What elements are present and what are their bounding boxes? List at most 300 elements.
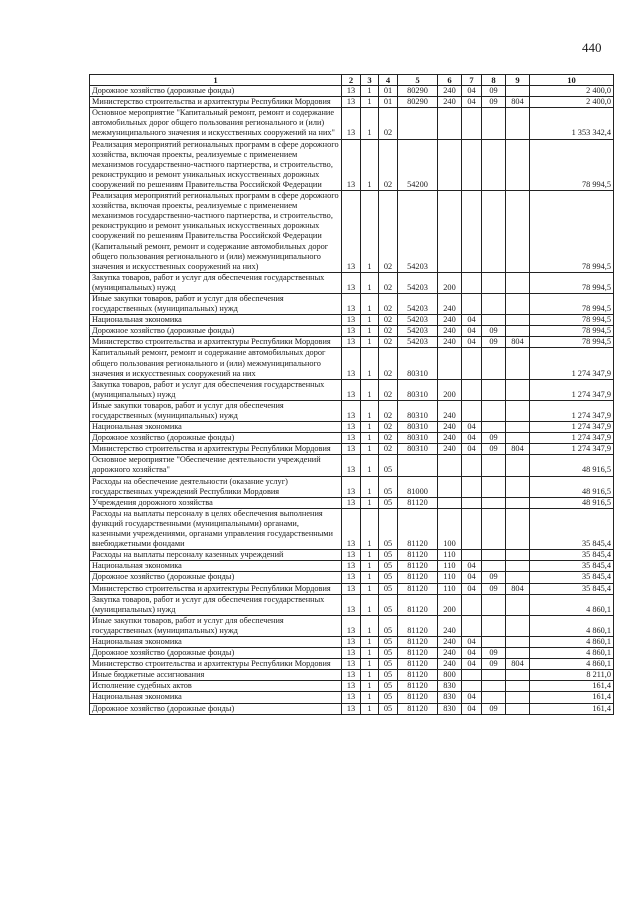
- cell-section: [462, 272, 482, 293]
- table-row: [90, 400, 614, 421]
- cell-direction: 81120: [398, 572, 438, 583]
- header-cell-subsection: 8: [482, 75, 506, 86]
- cell-name: Национальная экономика: [90, 422, 342, 433]
- cell-amount: 78 994,5: [530, 326, 614, 337]
- cell-name: Национальная экономика: [90, 561, 342, 572]
- table-row: [90, 379, 614, 400]
- cell-expense-type: 240: [438, 97, 462, 108]
- cell-name: Министерство строительства и архитектуры Республики Мордовия: [90, 444, 342, 455]
- cell-main-event: 02: [379, 326, 398, 337]
- cell-name: Национальная экономика: [90, 636, 342, 647]
- cell-expense-type: 100: [438, 508, 462, 549]
- cell-name: Министерство строительства и архитектуры Республики Мордовия: [90, 583, 342, 594]
- cell-subsection: [482, 636, 506, 647]
- cell-ministry: [506, 422, 530, 433]
- header-cell-subprogram: 3: [361, 75, 379, 86]
- cell-name: Закупка товаров, работ и услуг для обеспечения государственных (муниципальных) нужд: [90, 272, 342, 293]
- cell-name: Дорожное хозяйство (дорожные фонды): [90, 648, 342, 659]
- cell-ministry: [506, 379, 530, 400]
- cell-subsection: [482, 670, 506, 681]
- table-row: [90, 648, 614, 659]
- cell-section: [462, 508, 482, 549]
- cell-ministry: [506, 508, 530, 549]
- cell-subprogram: 1: [361, 615, 379, 636]
- cell-program: 13: [342, 550, 361, 561]
- cell-section: [462, 615, 482, 636]
- cell-amount: 4 860,1: [530, 594, 614, 615]
- cell-subsection: 09: [482, 659, 506, 670]
- cell-section: [462, 497, 482, 508]
- cell-section: [462, 191, 482, 273]
- cell-subsection: [482, 561, 506, 572]
- cell-program: 13: [342, 444, 361, 455]
- cell-expense-type: [438, 348, 462, 379]
- cell-subsection: [482, 550, 506, 561]
- cell-amount: 48 916,5: [530, 455, 614, 476]
- cell-amount: 48 916,5: [530, 497, 614, 508]
- cell-ministry: [506, 681, 530, 692]
- cell-amount: 4 860,1: [530, 659, 614, 670]
- cell-expense-type: 200: [438, 379, 462, 400]
- cell-section: 04: [462, 561, 482, 572]
- cell-ministry: [506, 476, 530, 497]
- cell-ministry: 804: [506, 337, 530, 348]
- cell-section: 04: [462, 636, 482, 647]
- cell-program: 13: [342, 681, 361, 692]
- header-cell-direction: 5: [398, 75, 438, 86]
- cell-ministry: 804: [506, 444, 530, 455]
- cell-expense-type: 830: [438, 703, 462, 714]
- cell-section: 04: [462, 422, 482, 433]
- cell-name: Реализация мероприятий региональных программ в сфере дорожного хозяйства, включая проекты, реализуемые с применением механизмов государственно-частного партнерства, и строительство, реконструкцию и ремонт уникальных искусственных дорожных сооружений по решениям Правительства Российской Федерации (Капитальный ремонт, ремонт и содержание автомобильных дорог общего пользования регионального и (или) межмуниципального значения и искусственных сооружений на них): [90, 191, 342, 273]
- cell-main-event: 05: [379, 476, 398, 497]
- cell-ministry: [506, 108, 530, 139]
- cell-subprogram: 1: [361, 326, 379, 337]
- cell-direction: 81000: [398, 476, 438, 497]
- header-cell-ministry: 9: [506, 75, 530, 86]
- cell-direction: 80310: [398, 348, 438, 379]
- cell-ministry: [506, 497, 530, 508]
- table-row: [90, 476, 614, 497]
- cell-main-event: 02: [379, 139, 398, 190]
- cell-section: 04: [462, 315, 482, 326]
- cell-ministry: [506, 433, 530, 444]
- cell-subsection: [482, 108, 506, 139]
- cell-subsection: [482, 615, 506, 636]
- cell-section: 04: [462, 648, 482, 659]
- cell-program: 13: [342, 348, 361, 379]
- cell-ministry: [506, 191, 530, 273]
- cell-expense-type: 240: [438, 326, 462, 337]
- cell-amount: 48 916,5: [530, 476, 614, 497]
- cell-amount: 35 845,4: [530, 508, 614, 549]
- cell-ministry: [506, 326, 530, 337]
- cell-subsection: [482, 508, 506, 549]
- cell-subsection: 09: [482, 444, 506, 455]
- table-row: [90, 293, 614, 314]
- cell-amount: 2 400,0: [530, 97, 614, 108]
- cell-section: [462, 379, 482, 400]
- cell-subsection: [482, 293, 506, 314]
- table-row: [90, 508, 614, 549]
- table-row: [90, 692, 614, 703]
- table-row: [90, 550, 614, 561]
- cell-expense-type: 240: [438, 293, 462, 314]
- cell-section: 04: [462, 692, 482, 703]
- cell-direction: [398, 108, 438, 139]
- cell-program: 13: [342, 326, 361, 337]
- cell-section: 04: [462, 572, 482, 583]
- cell-ministry: [506, 400, 530, 421]
- table-row: [90, 670, 614, 681]
- cell-amount: 4 860,1: [530, 636, 614, 647]
- cell-program: 13: [342, 97, 361, 108]
- cell-ministry: [506, 648, 530, 659]
- cell-name: Основное мероприятие "Обеспечение деятельности учреждений дорожного хозяйства": [90, 455, 342, 476]
- cell-main-event: 05: [379, 659, 398, 670]
- cell-subprogram: 1: [361, 348, 379, 379]
- cell-section: 04: [462, 703, 482, 714]
- table-row: [90, 583, 614, 594]
- cell-expense-type: 830: [438, 692, 462, 703]
- cell-name: Министерство строительства и архитектуры Республики Мордовия: [90, 659, 342, 670]
- table-row: [90, 681, 614, 692]
- cell-ministry: [506, 139, 530, 190]
- cell-ministry: [506, 293, 530, 314]
- table-row: [90, 86, 614, 97]
- cell-main-event: 05: [379, 703, 398, 714]
- cell-program: 13: [342, 293, 361, 314]
- cell-name: Дорожное хозяйство (дорожные фонды): [90, 86, 342, 97]
- cell-section: [462, 670, 482, 681]
- cell-expense-type: 110: [438, 572, 462, 583]
- cell-name: Дорожное хозяйство (дорожные фонды): [90, 326, 342, 337]
- cell-subprogram: 1: [361, 583, 379, 594]
- table-row: [90, 433, 614, 444]
- cell-name: Реализация мероприятий региональных программ в сфере дорожного хозяйства, включая проекты, реализуемые с применением механизмов государственно-частного партнерства, и строительство, реконструкцию и ремонт уникальных искусственных дорожных сооружений по решениям Правительства Российской Федерации: [90, 139, 342, 190]
- cell-expense-type: [438, 497, 462, 508]
- cell-expense-type: 200: [438, 594, 462, 615]
- cell-expense-type: [438, 476, 462, 497]
- cell-direction: 80290: [398, 97, 438, 108]
- cell-program: 13: [342, 561, 361, 572]
- cell-program: 13: [342, 191, 361, 273]
- cell-program: 13: [342, 400, 361, 421]
- cell-main-event: 02: [379, 293, 398, 314]
- cell-main-event: 02: [379, 422, 398, 433]
- table-row: [90, 422, 614, 433]
- cell-expense-type: [438, 139, 462, 190]
- cell-direction: 54203: [398, 272, 438, 293]
- cell-ministry: [506, 561, 530, 572]
- cell-direction: 80290: [398, 86, 438, 97]
- cell-section: [462, 594, 482, 615]
- cell-ministry: [506, 272, 530, 293]
- cell-amount: 78 994,5: [530, 293, 614, 314]
- cell-direction: 80310: [398, 400, 438, 421]
- cell-section: [462, 476, 482, 497]
- cell-program: 13: [342, 636, 361, 647]
- cell-ministry: [506, 692, 530, 703]
- cell-name: Исполнение судебных актов: [90, 681, 342, 692]
- cell-name: Национальная экономика: [90, 692, 342, 703]
- cell-subsection: [482, 348, 506, 379]
- cell-expense-type: 830: [438, 681, 462, 692]
- cell-main-event: 02: [379, 444, 398, 455]
- table-row: [90, 572, 614, 583]
- cell-program: 13: [342, 139, 361, 190]
- cell-direction: 54203: [398, 191, 438, 273]
- cell-amount: 1 274 347,9: [530, 444, 614, 455]
- cell-direction: [398, 455, 438, 476]
- cell-section: 04: [462, 326, 482, 337]
- cell-amount: 1 274 347,9: [530, 348, 614, 379]
- table-row: [90, 337, 614, 348]
- table-row: [90, 497, 614, 508]
- cell-program: 13: [342, 648, 361, 659]
- cell-main-event: 01: [379, 97, 398, 108]
- cell-program: 13: [342, 703, 361, 714]
- cell-main-event: 05: [379, 455, 398, 476]
- cell-main-event: 05: [379, 692, 398, 703]
- cell-expense-type: 110: [438, 550, 462, 561]
- table-row: [90, 444, 614, 455]
- cell-name: Расходы на выплаты персоналу в целях обеспечения выполнения функций государственными (муниципальными) органами, казенными учреждениями, органами управления государственными внебюджетными фондами: [90, 508, 342, 549]
- cell-program: 13: [342, 315, 361, 326]
- cell-amount: 1 274 347,9: [530, 433, 614, 444]
- cell-amount: 2 400,0: [530, 86, 614, 97]
- cell-amount: 35 845,4: [530, 561, 614, 572]
- cell-name: Дорожное хозяйство (дорожные фонды): [90, 572, 342, 583]
- cell-name: Дорожное хозяйство (дорожные фонды): [90, 433, 342, 444]
- cell-ministry: 804: [506, 659, 530, 670]
- cell-subprogram: 1: [361, 337, 379, 348]
- cell-direction: 81120: [398, 692, 438, 703]
- cell-amount: 35 845,4: [530, 572, 614, 583]
- cell-ministry: [506, 703, 530, 714]
- cell-section: [462, 550, 482, 561]
- cell-main-event: 05: [379, 572, 398, 583]
- cell-name: Расходы на обеспечение деятельности (оказание услуг) государственных учреждений Республики Мордовия: [90, 476, 342, 497]
- cell-section: [462, 681, 482, 692]
- cell-subprogram: 1: [361, 108, 379, 139]
- cell-expense-type: 110: [438, 561, 462, 572]
- cell-direction: 80310: [398, 433, 438, 444]
- cell-subsection: [482, 139, 506, 190]
- cell-direction: 81120: [398, 636, 438, 647]
- cell-ministry: 804: [506, 97, 530, 108]
- cell-direction: 81120: [398, 561, 438, 572]
- header-cell-main-event: 4: [379, 75, 398, 86]
- cell-direction: 81120: [398, 497, 438, 508]
- header-cell-expense-type: 6: [438, 75, 462, 86]
- cell-section: 04: [462, 433, 482, 444]
- cell-subprogram: 1: [361, 379, 379, 400]
- cell-ministry: [506, 455, 530, 476]
- cell-name: Дорожное хозяйство (дорожные фонды): [90, 703, 342, 714]
- cell-amount: 161,4: [530, 703, 614, 714]
- header-cell-program: 2: [342, 75, 361, 86]
- cell-main-event: 02: [379, 272, 398, 293]
- cell-expense-type: 200: [438, 272, 462, 293]
- cell-section: [462, 455, 482, 476]
- cell-main-event: 02: [379, 379, 398, 400]
- cell-program: 13: [342, 692, 361, 703]
- cell-subsection: 09: [482, 86, 506, 97]
- table-row: [90, 191, 614, 273]
- cell-name: Иные закупки товаров, работ и услуг для обеспечения государственных (муниципальных) нужд: [90, 293, 342, 314]
- cell-subprogram: 1: [361, 444, 379, 455]
- cell-ministry: [506, 670, 530, 681]
- cell-main-event: 05: [379, 615, 398, 636]
- cell-main-event: 02: [379, 337, 398, 348]
- cell-program: 13: [342, 615, 361, 636]
- cell-subprogram: 1: [361, 476, 379, 497]
- cell-expense-type: 240: [438, 444, 462, 455]
- cell-ministry: [506, 594, 530, 615]
- cell-amount: 1 274 347,9: [530, 400, 614, 421]
- cell-direction: 81120: [398, 681, 438, 692]
- cell-subprogram: 1: [361, 497, 379, 508]
- cell-main-event: 05: [379, 497, 398, 508]
- cell-program: 13: [342, 572, 361, 583]
- cell-main-event: 05: [379, 670, 398, 681]
- cell-subsection: [482, 400, 506, 421]
- cell-main-event: 05: [379, 636, 398, 647]
- cell-subprogram: 1: [361, 561, 379, 572]
- cell-amount: 78 994,5: [530, 139, 614, 190]
- cell-expense-type: [438, 108, 462, 139]
- cell-ministry: [506, 550, 530, 561]
- cell-main-event: 05: [379, 561, 398, 572]
- cell-subprogram: 1: [361, 86, 379, 97]
- table-row: [90, 615, 614, 636]
- header-cell-section: 7: [462, 75, 482, 86]
- cell-section: 04: [462, 659, 482, 670]
- table-row: [90, 455, 614, 476]
- table-row: [90, 348, 614, 379]
- cell-subsection: [482, 272, 506, 293]
- cell-subsection: [482, 191, 506, 273]
- cell-direction: 81120: [398, 670, 438, 681]
- cell-subsection: [482, 497, 506, 508]
- cell-amount: 161,4: [530, 692, 614, 703]
- cell-section: 04: [462, 583, 482, 594]
- cell-direction: 54203: [398, 326, 438, 337]
- cell-section: [462, 108, 482, 139]
- cell-name: Иные бюджетные ассигнования: [90, 670, 342, 681]
- cell-subsection: 09: [482, 583, 506, 594]
- page-number: 440: [582, 40, 602, 55]
- cell-expense-type: 240: [438, 315, 462, 326]
- cell-main-event: 05: [379, 594, 398, 615]
- cell-expense-type: 240: [438, 659, 462, 670]
- cell-subsection: 09: [482, 326, 506, 337]
- cell-subprogram: 1: [361, 293, 379, 314]
- cell-name: Капитальный ремонт, ремонт и содержание автомобильных дорог общего пользования регионального и (или) межмуниципального значения и искусственных сооружений на них: [90, 348, 342, 379]
- cell-expense-type: 240: [438, 636, 462, 647]
- table-row: [90, 272, 614, 293]
- cell-program: 13: [342, 583, 361, 594]
- cell-section: 04: [462, 444, 482, 455]
- cell-subprogram: 1: [361, 455, 379, 476]
- table-row: [90, 97, 614, 108]
- cell-expense-type: 800: [438, 670, 462, 681]
- cell-section: 04: [462, 97, 482, 108]
- cell-direction: 54203: [398, 337, 438, 348]
- cell-section: [462, 400, 482, 421]
- cell-subprogram: 1: [361, 659, 379, 670]
- cell-direction: 80310: [398, 422, 438, 433]
- cell-amount: 161,4: [530, 681, 614, 692]
- header-cell-name: 1: [90, 75, 342, 86]
- cell-expense-type: 240: [438, 337, 462, 348]
- cell-name: Национальная экономика: [90, 315, 342, 326]
- cell-name: Учреждения дорожного хозяйства: [90, 497, 342, 508]
- cell-subprogram: 1: [361, 191, 379, 273]
- cell-name: Министерство строительства и архитектуры Республики Мордовия: [90, 337, 342, 348]
- cell-expense-type: 240: [438, 86, 462, 97]
- cell-subsection: [482, 594, 506, 615]
- cell-subprogram: 1: [361, 422, 379, 433]
- cell-subprogram: 1: [361, 636, 379, 647]
- cell-program: 13: [342, 508, 361, 549]
- cell-main-event: 05: [379, 583, 398, 594]
- cell-subsection: [482, 476, 506, 497]
- cell-program: 13: [342, 422, 361, 433]
- cell-direction: 81120: [398, 648, 438, 659]
- cell-name: Иные закупки товаров, работ и услуг для обеспечения государственных (муниципальных) нужд: [90, 615, 342, 636]
- cell-subsection: [482, 681, 506, 692]
- cell-main-event: 05: [379, 508, 398, 549]
- cell-subprogram: 1: [361, 433, 379, 444]
- cell-expense-type: 240: [438, 615, 462, 636]
- cell-direction: 81120: [398, 615, 438, 636]
- cell-subsection: 09: [482, 572, 506, 583]
- cell-main-event: 05: [379, 681, 398, 692]
- cell-name: Иные закупки товаров, работ и услуг для обеспечения государственных (муниципальных) нужд: [90, 400, 342, 421]
- cell-program: 13: [342, 455, 361, 476]
- cell-name: Закупка товаров, работ и услуг для обеспечения государственных (муниципальных) нужд: [90, 379, 342, 400]
- cell-ministry: [506, 348, 530, 379]
- cell-program: 13: [342, 476, 361, 497]
- cell-subsection: 09: [482, 433, 506, 444]
- cell-amount: 1 353 342,4: [530, 108, 614, 139]
- cell-program: 13: [342, 86, 361, 97]
- cell-expense-type: [438, 191, 462, 273]
- cell-expense-type: 240: [438, 648, 462, 659]
- cell-name: Министерство строительства и архитектуры Республики Мордовия: [90, 97, 342, 108]
- cell-direction: 54200: [398, 139, 438, 190]
- cell-amount: 78 994,5: [530, 315, 614, 326]
- cell-direction: 81120: [398, 659, 438, 670]
- cell-expense-type: 240: [438, 400, 462, 421]
- table-row: [90, 326, 614, 337]
- cell-amount: 1 274 347,9: [530, 379, 614, 400]
- cell-direction: 81120: [398, 703, 438, 714]
- cell-main-event: 02: [379, 433, 398, 444]
- table-row: [90, 108, 614, 139]
- cell-direction: 80310: [398, 379, 438, 400]
- cell-subprogram: 1: [361, 97, 379, 108]
- table-row: [90, 703, 614, 714]
- table-row: [90, 561, 614, 572]
- cell-subsection: [482, 422, 506, 433]
- cell-subprogram: 1: [361, 315, 379, 326]
- cell-subsection: 09: [482, 97, 506, 108]
- cell-amount: 8 211,0: [530, 670, 614, 681]
- cell-main-event: 01: [379, 86, 398, 97]
